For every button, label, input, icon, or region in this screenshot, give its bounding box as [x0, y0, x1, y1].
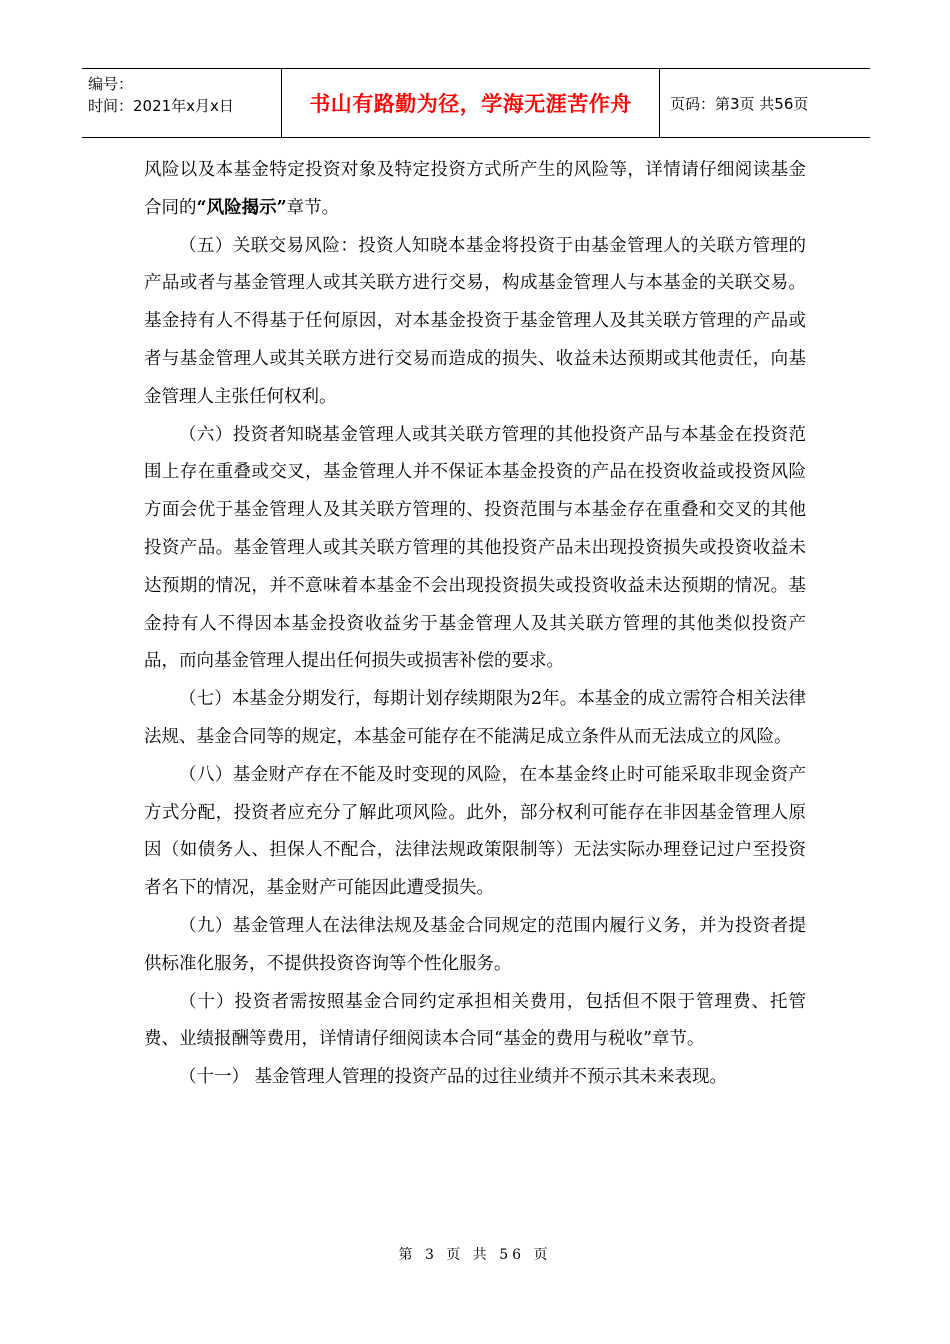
paragraph-text: 章节。 — [286, 197, 340, 218]
paragraph-fees: （十）投资者需按照基金合同约定承担相关费用，包括但不限于管理费、托管费、业绩报酬等费用，详情请仔细阅读本合同“基金的费用与税收”章节。 — [144, 991, 806, 1050]
risk-disclosure-reference: “风险揭示” — [196, 197, 287, 218]
header-meta — [82, 69, 282, 137]
paragraph-text: 风险以及本基金特定投资对象及特定投资方式所产生的风险等，详情请仔细阅读基金合同的 — [144, 160, 806, 218]
paragraph-liquidity-risk: （八）基金财产存在不能及时变现的风险，在本基金终止时可能采取非现金资产方式分配，投资者应充分了解此项风险。此外，部分权利可能存在非因基金管理人原因（如债务人、担保人不配合，法律法规政策限制等）无法实际办理登记过户至投资者名下的情况，基金财产可能因此遭受损失。 — [144, 764, 806, 899]
paragraph-manager-obligations: （九）基金管理人在法律法规及基金合同规定的范围内履行义务，并为投资者提供标准化服务，不提供投资咨询等个性化服务。 — [144, 915, 806, 974]
paragraph-related-transaction-risk: （五）关联交易风险：投资人知晓本基金将投资于由基金管理人的关联方管理的产品或者与基金管理人或其关联方进行交易，构成基金管理人与本基金的关联交易。基金持有人不得基于任何原因，对本基金投资于基金管理人及其关联方管理的产品或者与基金管理人或其关联方进行交易而造成的损失、收益未达预期或其他责任，向基金管理人主张任何权利。 — [144, 235, 806, 407]
paragraph-past-performance: （十一） 基金管理人管理的投资产品的过往业绩并不预示其未来表现。 — [179, 1067, 728, 1088]
document-body — [144, 152, 806, 1097]
paragraph-issuance-term: （七）本基金分期发行，每期计划存续期限为2年。本基金的成立需符合相关法律法规、基金合同等的规定，本基金可能存在不能满足成立条件从而无法成立的风险。 — [144, 689, 806, 747]
page-header — [82, 68, 870, 138]
page-footer: 第 3 页 共 56 页 — [398, 1247, 552, 1263]
paragraph-overlapping-products: （六）投资者知晓基金管理人或其关联方管理的其他投资产品与本基金在投资范围上存在重叠或交叉，基金管理人并不保证本基金投资的产品在投资收益或投资风险方面会优于基金管理人及其关联方管理的、投资范围与本基金存在重叠和交叉的其他投资产品。基金管理人或其关联方管理的其他投资产品未出现投资损失或投资收益未达预期的情况，并不意味着本基金不会出现投资损失或投资收益未达预期的情况。基金持有人不得因本基金投资收益劣于基金管理人及其关联方管理的其他类似投资产品，而向基金管理人提出任何损失或损害补偿的要求。 — [144, 424, 806, 672]
paragraph-continuation — [144, 152, 806, 228]
document-time-label: 时间：2021年x月x日 — [88, 97, 234, 115]
header-page-number: 页码：第3页 共56页 — [670, 94, 809, 113]
header-motto: 书山有路勤为径，学海无涯苦作舟 — [282, 69, 660, 137]
document-number-label: 编号： — [88, 75, 134, 93]
